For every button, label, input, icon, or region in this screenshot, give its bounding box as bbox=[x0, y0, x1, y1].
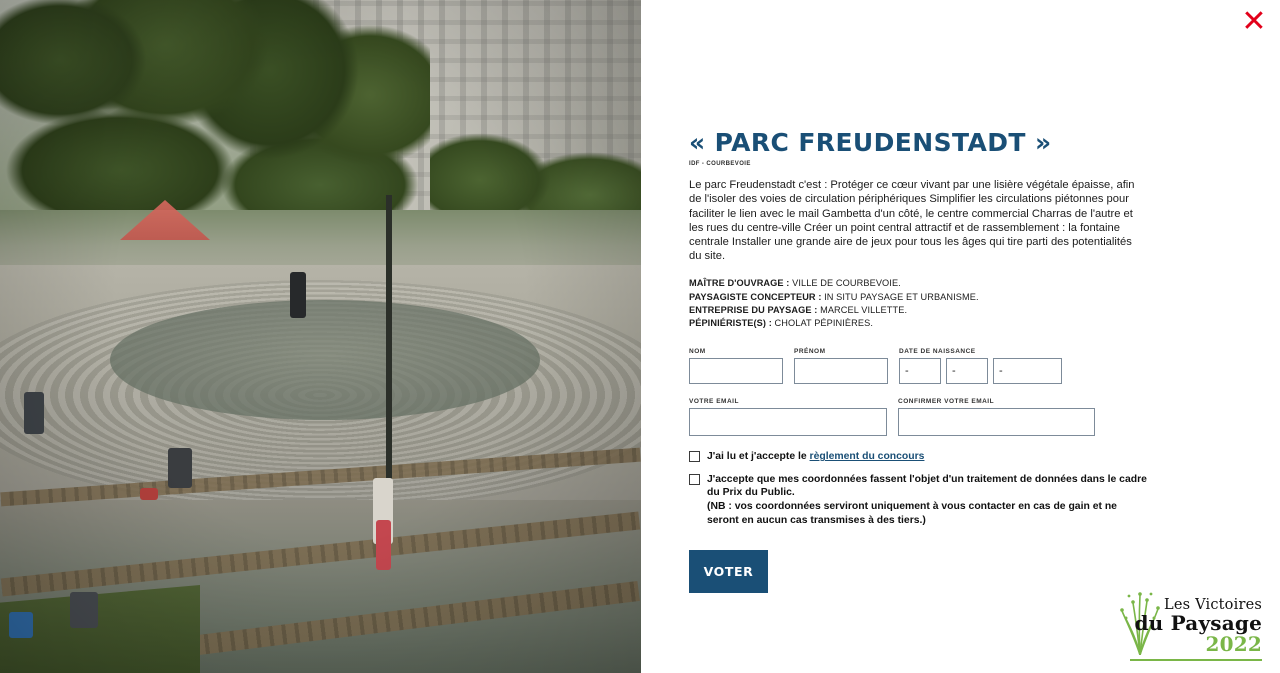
consent-data-note: (NB : vos coordonnées serviront uniquement à vous contacter en cas de gain et ne seront en aucun cas transmises à des tiers.) bbox=[707, 501, 1117, 526]
consent-rules-row bbox=[689, 450, 1147, 464]
field-date-naissance bbox=[899, 348, 1056, 384]
logo-line2 bbox=[1116, 613, 1262, 655]
field-email bbox=[689, 398, 887, 436]
credit-line bbox=[689, 317, 1147, 330]
date-naissance-label: DATE DE NAISSANCE bbox=[899, 348, 976, 356]
logo-text bbox=[1116, 598, 1262, 655]
project-credits bbox=[689, 277, 1147, 330]
nom-input[interactable] bbox=[689, 358, 783, 384]
credit-key: ENTREPRISE DU PAYSAGE : bbox=[689, 304, 818, 315]
email-confirm-label: CONFIRMER VOTRE EMAIL bbox=[898, 398, 995, 406]
logo-year: 2022 bbox=[1205, 632, 1262, 657]
consent-data-checkbox[interactable] bbox=[689, 474, 700, 485]
form-row-identity bbox=[689, 348, 1147, 384]
field-nom bbox=[689, 348, 783, 384]
credit-value: CHOLAT PÉPINIÈRES. bbox=[774, 318, 873, 329]
date-month-input[interactable] bbox=[946, 358, 988, 384]
credit-key: PAYSAGISTE CONCEPTEUR : bbox=[689, 291, 822, 302]
email-label: VOTRE EMAIL bbox=[689, 398, 739, 406]
logo-line1: Les Victoires bbox=[1164, 597, 1262, 614]
logo-underline bbox=[1130, 659, 1262, 661]
close-icon[interactable]: ✕ bbox=[1241, 4, 1267, 39]
vote-button[interactable]: VOTER bbox=[689, 550, 768, 593]
project-region: IDF - COURBEVOIE bbox=[689, 161, 751, 167]
credit-line bbox=[689, 277, 1147, 290]
credit-line bbox=[689, 304, 1147, 317]
consent-data-row bbox=[689, 473, 1147, 527]
date-day-input[interactable] bbox=[899, 358, 941, 384]
logo bbox=[1116, 589, 1262, 663]
panel-content bbox=[689, 128, 1147, 593]
field-prenom bbox=[794, 348, 888, 384]
logo-line2-text: du Paysage bbox=[1134, 611, 1262, 636]
credit-key: MAÎTRE D'OUVRAGE : bbox=[689, 278, 790, 289]
prenom-input[interactable] bbox=[794, 358, 888, 384]
consent-rules-prefix: J'ai lu et j'accepte le bbox=[707, 451, 810, 463]
credit-value: VILLE DE COURBEVOIE. bbox=[792, 278, 901, 289]
prenom-label: PRÉNOM bbox=[794, 348, 826, 356]
credit-key: PÉPINIÉRISTE(S) : bbox=[689, 318, 772, 329]
consent-rules-checkbox[interactable] bbox=[689, 451, 700, 462]
date-year-input[interactable] bbox=[993, 358, 1062, 384]
consent-data-main: J'accepte que mes coordonnées fassent l'objet d'un traitement de données dans le cadre du Prix du Public. bbox=[707, 473, 1147, 499]
rules-link[interactable]: règlement du concours bbox=[809, 451, 925, 463]
email-input[interactable] bbox=[689, 408, 887, 436]
form-row-email bbox=[689, 398, 1147, 436]
page-title: « PARC FREUDENSTADT » bbox=[689, 128, 1052, 157]
consent-rules-text bbox=[707, 450, 924, 464]
date-naissance-group bbox=[899, 358, 1056, 384]
project-description: Le parc Freudenstadt c'est : Protéger ce cœur vivant par une lisière végétale épaisse, afin de l'isoler des voies de circulation périphériques Simplifier les circulations piétonnes pour faciliter le lien avec le mail Gambetta d'un côté, le centre commercial Charras de l'autre et les rues du centre-ville Créer un point central attractif et de rassemblement : la fontaine centrale Installer une grande aire de jeux pour tous les âges qui tire parti des potentialités du site. bbox=[689, 179, 1135, 263]
email-confirm-input[interactable] bbox=[898, 408, 1095, 436]
field-email-confirm bbox=[898, 398, 1095, 436]
consent-data-text bbox=[707, 473, 1147, 527]
nom-label: NOM bbox=[689, 348, 706, 356]
credit-line bbox=[689, 291, 1147, 304]
credit-value: MARCEL VILLETTE. bbox=[820, 304, 908, 315]
vote-panel bbox=[641, 0, 1280, 673]
credit-value: IN SITU PAYSAGE ET URBANISME. bbox=[824, 291, 979, 302]
